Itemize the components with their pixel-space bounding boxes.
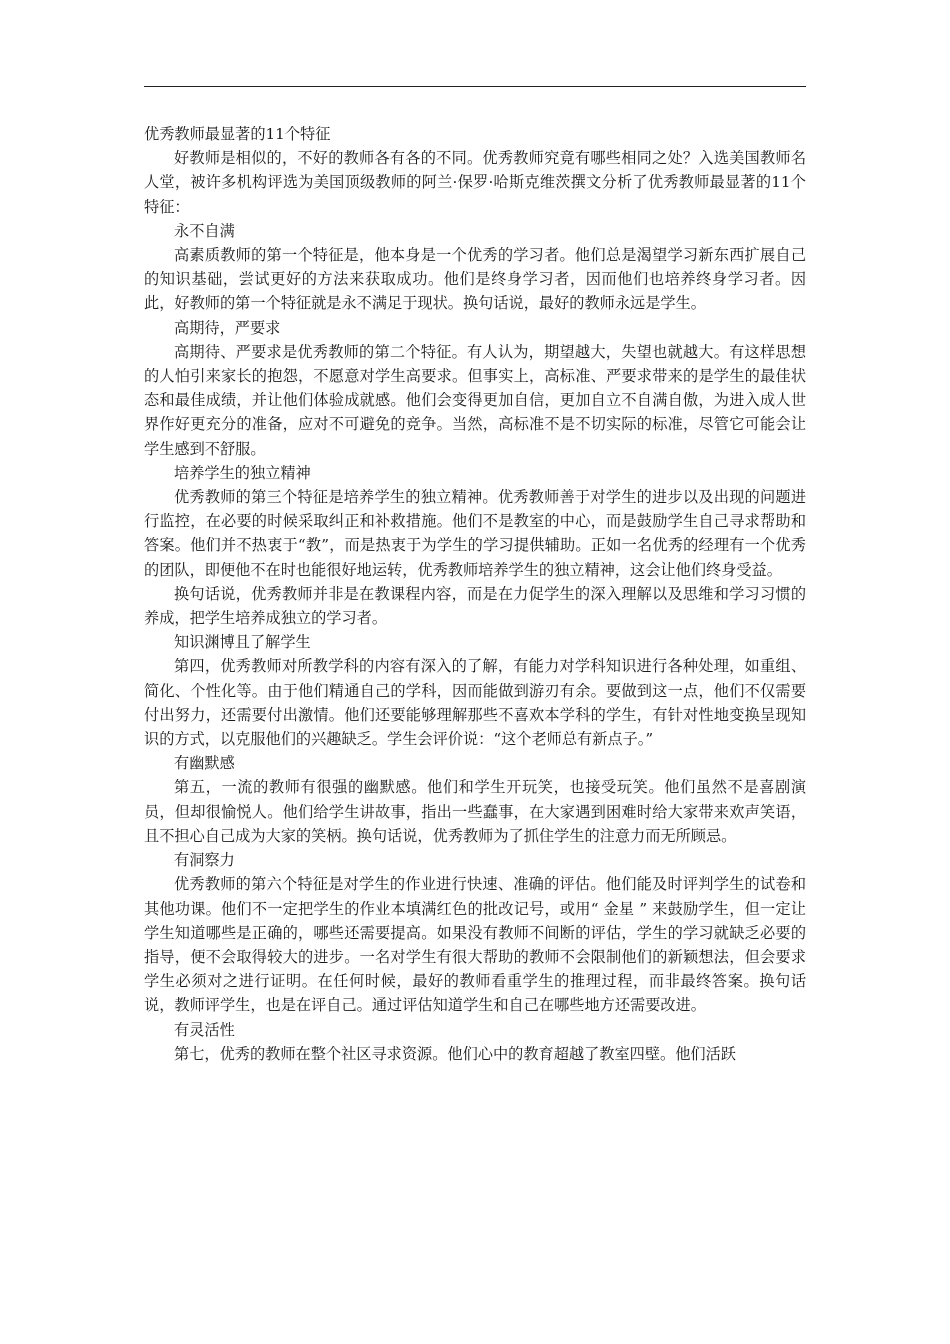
paragraph: 优秀教师的第六个特征是对学生的作业进行快速、准确的评估。他们能及时评判学生的试卷和其他功课。他们不一定把学生的作业本填满红色的批改记号，或用“ 金星 ” 来鼓励学生，但一定让学生知道哪些是正确的，哪些还需要提高。如果没有教师不间断的评估，学生的学习就缺乏必要的指导，便不会取得较大的进步。一名对学生有很大帮助的教师不会限制他们的新颖想法，但会要求学生必须对之进行证明。在任何时候，最好的教师看重学生的推理过程，而非最终答案。换句话说，教师评学生，也是在评自己。通过评估知道学生和自己在哪些地方还需要改进。 [144,875,806,1015]
section-heading-7: 有灵活性 [174,1020,235,1039]
paragraph: 高素质教师的第一个特征是，他本身是一个优秀的学习者。他们总是渴望学习新东西扩展自己的知识基础，尝试更好的方法来获取成功。他们是终身学习者，因而他们也培养终身学习者。因此，好教师的第一个特征就是永不满足于现状。换句话说，最好的教师永远是学生。 [144,246,806,313]
section-heading-1: 永不自满 [174,221,235,240]
section-heading-4: 知识渊博且了解学生 [174,633,311,652]
paragraph: 第五，一流的教师有很强的幽默感。他们和学生开玩笑，也接受玩笑。他们虽然不是喜剧演员，但却很愉悦人。他们给学生讲故事，指出一些蠢事，在大家遇到困难时给大家带来欢声笑语，且不担心自己成为大家的笑柄。换句话说，优秀教师为了抓住学生的注意力而无所顾忌。 [144,778,806,845]
document-body [144,122,806,1066]
paragraph: 高期待、严要求是优秀教师的第二个特征。有人认为，期望越大，失望也就越大。有这样思想的人怕引来家长的抱怨，不愿意对学生高要求。但事实上，高标准、严要求带来的是学生的最佳状态和最佳成绩，并让他们体验成就感。他们会变得更加自信，更加自立不自满自傲，为进入成人世界作好更充分的准备，应对不可避免的竞争。当然，高标准不是不切实际的标准，尽管它可能会让学生感到不舒服。 [144,342,806,458]
section-heading-6: 有洞察力 [174,851,235,870]
section-heading-5: 有幽默感 [174,754,235,773]
section-heading-2: 高期待，严要求 [174,318,281,337]
paragraph: 换句话说，优秀教师并非是在教课程内容，而是在力促学生的深入理解以及思维和学习习惯的养成，把学生培养成独立的学习者。 [144,584,806,628]
paragraph: 第四，优秀教师对所教学科的内容有深入的了解，有能力对学科知识进行各种处理，如重组、简化、个性化等。由于他们精通自己的学科，因而能做到游刃有余。要做到这一点，他们不仅需要付出努力，还需要付出激情。他们还要能够理解那些不喜欢本学科的学生，有针对性地变换呈现知识的方式，以克服他们的兴趣缺乏。学生会评价说：“这个老师总有新点子。” [144,657,806,749]
paragraph-intro: 好教师是相似的，不好的教师各有各的不同。优秀教师究竟有哪些相同之处？入选美国教师名人堂，被许多机构评选为美国顶级教师的阿兰·保罗·哈斯克维茨撰文分析了优秀教师最显著的11个特征： [144,149,806,216]
paragraph: 优秀教师的第三个特征是培养学生的独立精神。优秀教师善于对学生的进步以及出现的问题进行监控，在必要的时候采取纠正和补救措施。他们不是教室的中心，而是鼓励学生自己寻求帮助和答案。他们并不热衷于“教”，而是热衷于为学生的学习提供辅助。正如一名优秀的经理有一个优秀的团队，即便他不在时也能很好地运转，优秀教师培养学生的独立精神，这会让他们终身受益。 [144,488,806,579]
header-rule [144,86,806,87]
document-title: 优秀教师最显著的11个特征 [144,125,331,143]
section-heading-3: 培养学生的独立精神 [174,463,311,482]
paragraph: 第七，优秀的教师在整个社区寻求资源。他们心中的教育超越了教室四壁。他们活跃 [174,1044,736,1063]
